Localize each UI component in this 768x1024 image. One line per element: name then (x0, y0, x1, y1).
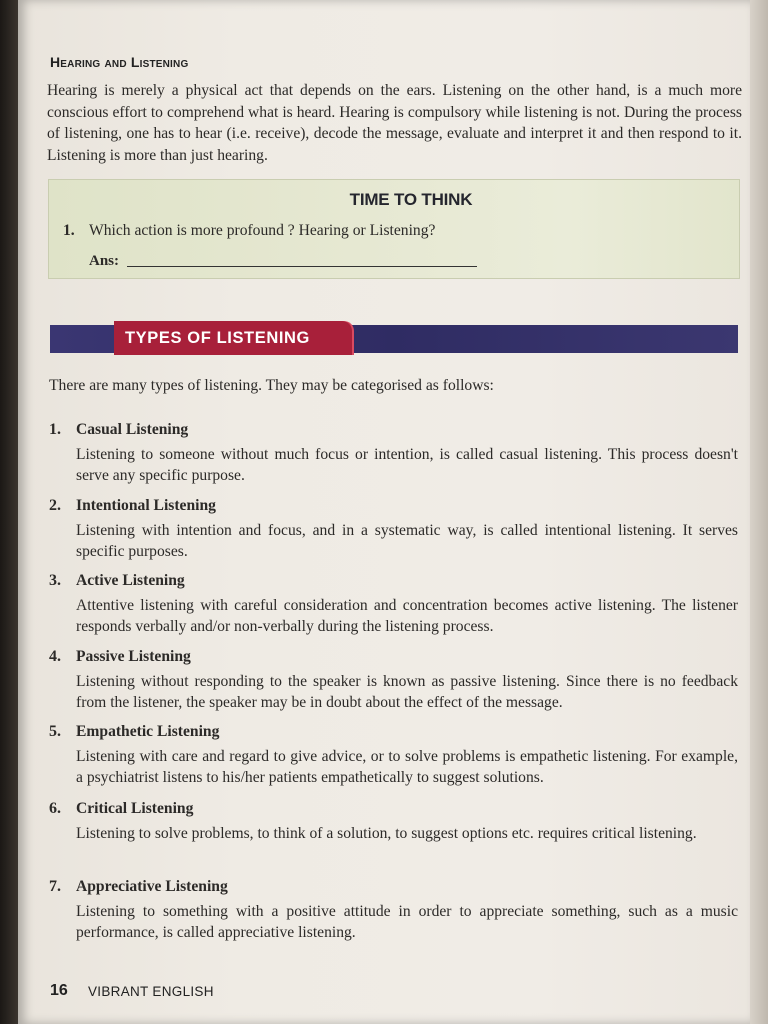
book-spine-shadow (0, 0, 18, 1024)
list-item-description: Listening with intention and focus, and in a systematic way, is called intentional listening. It serves specific purposes. (76, 522, 738, 560)
list-item-description: Attentive listening with careful consideration and concentration becomes active listening. The listener responds verbally and/or non-verbally during the listening process. (76, 597, 738, 635)
list-item-number: 2. (49, 497, 61, 514)
list-item-title: Intentional Listening (76, 497, 216, 514)
list-item-title: Critical Listening (76, 800, 194, 817)
page-number: 16 (50, 982, 68, 999)
list-item-number: 3. (49, 572, 61, 589)
list-item-number: 7. (49, 878, 61, 895)
page-edge (750, 0, 768, 1024)
hearing-listening-paragraph: Hearing is merely a physical act that depends on the ears. Listening on the other hand, is a much more conscious effort to comprehend what is heard. Hearing is compulsory while listening is not. During the process of listening, one has to hear (i.e. receive), decode the message, evaluate and interpret it and then respond to it. Listening is more than just hearing. (47, 82, 742, 164)
list-item-description: Listening without responding to the speaker is known as passive listening. Since there is no feedback from the listener, the speaker may be in doubt about the effect of the message. (76, 673, 738, 711)
list-item-description: Listening to solve problems, to think of a solution, to suggest options etc. requires critical listening. (76, 825, 697, 842)
list-item-title: Active Listening (76, 572, 185, 589)
list-item-description: Listening to something with a positive attitude in order to appreciate something, such as a music performance, is called appreciative listening. (76, 903, 738, 941)
types-of-listening-tab (114, 321, 352, 355)
think-question (63, 222, 435, 240)
list-item-number: 6. (49, 800, 61, 817)
section-heading: Hearing and Listening (50, 54, 189, 70)
time-to-think-box (48, 179, 740, 279)
types-intro-text: There are many types of listening. They may be categorised as follows: (49, 377, 494, 394)
list-item-title: Passive Listening (76, 648, 191, 665)
time-to-think-title: TIME TO THINK (349, 190, 473, 209)
types-of-listening-banner (50, 325, 738, 353)
types-of-listening-title: TYPES OF LISTENING (125, 329, 310, 347)
textbook-page (18, 0, 750, 1024)
list-item-title: Casual Listening (76, 421, 189, 438)
book-title: VIBRANT ENGLISH (88, 984, 214, 999)
list-item-title: Appreciative Listening (76, 878, 228, 895)
answer-blank-line (127, 266, 477, 267)
list-item-title: Empathetic Listening (76, 723, 220, 740)
list-item-number: 5. (49, 723, 61, 740)
list-item-number: 1. (49, 421, 61, 438)
answer-label: Ans: (89, 253, 120, 269)
list-item-description: Listening with care and regard to give advice, or to solve problems is empathetic listening. For example, a psychiatrist listens to his/her patients empathetically to suggest solutions. (76, 748, 738, 786)
list-item-number: 4. (49, 648, 61, 665)
think-question-text: Which action is more profound ? Hearing or Listening? (89, 222, 436, 239)
list-item-description: Listening to someone without much focus or intention, is called casual listening. This process doesn't serve any specific purpose. (76, 446, 738, 484)
think-question-number: 1. (63, 222, 75, 239)
